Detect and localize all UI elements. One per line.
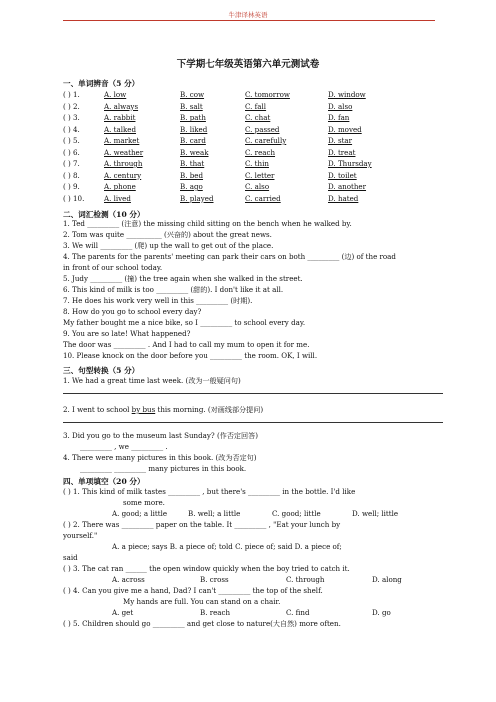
phonetics-number: ( ) 5. bbox=[63, 136, 80, 145]
phonetics-option: C. carefully bbox=[245, 136, 287, 145]
phonetics-option: A. market bbox=[104, 136, 140, 145]
mc-option: C. find bbox=[286, 608, 310, 617]
phonetics-option: C. passed bbox=[245, 124, 280, 134]
mc-option: D. along bbox=[372, 575, 402, 584]
transform-q4-answer: _________ _________ many pictures in this book. bbox=[80, 464, 247, 473]
answer-line bbox=[63, 422, 443, 423]
answer-line bbox=[63, 393, 443, 394]
mc-option: C. good; little bbox=[272, 509, 321, 518]
vocab-line: My father bought me a nice bike, so I _________ to school every day. bbox=[63, 318, 306, 327]
phonetics-option: B. cow bbox=[180, 90, 205, 99]
section-transform-heading: 三、句型转换（5 分） bbox=[63, 366, 140, 375]
phonetics-number: ( ) 9. bbox=[63, 182, 80, 191]
phonetics-number: ( ) 3. bbox=[63, 113, 80, 122]
transform-q2: 2. I went to school by bus this morning. (对画线部分提问) bbox=[63, 405, 264, 414]
transform-q4: 4. There were many pictures in this book. (改为否定句) bbox=[63, 453, 257, 462]
phonetics-option: C. also bbox=[245, 182, 270, 191]
phonetics-option: D. toilet bbox=[328, 170, 357, 180]
mc-question: ( ) 3. The cat ran ______ the open window quickly when the boy tried to catch it. bbox=[63, 564, 350, 573]
phonetics-option: C. tomorrow bbox=[245, 90, 290, 99]
vocab-line: The door was _________ . And I had to call my mum to open it for me. bbox=[63, 340, 310, 349]
phonetics-option: C. fall bbox=[245, 101, 267, 111]
phonetics-option: B. card bbox=[180, 136, 206, 145]
phonetics-option: A. weather bbox=[104, 147, 144, 157]
phonetics-option: C. chat bbox=[245, 113, 271, 122]
mc-option: A. good; a little bbox=[112, 509, 168, 518]
phonetics-option: B. that bbox=[180, 159, 205, 168]
vocab-line: 4. The parents for the parents' meeting can park their cars on both _________ (边) of the road bbox=[63, 252, 396, 261]
mc-question: ( ) 1. This kind of milk tastes _________ , but there's _________ in the bottle. I'd like bbox=[63, 487, 356, 496]
transform-q3-answer: _________ , we _________ . bbox=[80, 442, 168, 451]
vocab-line: 1. Ted _________ (注意) the missing child sitting on the bench when he walked by. bbox=[63, 219, 352, 228]
mc-option: A. across bbox=[112, 575, 145, 584]
header-divider bbox=[63, 20, 435, 21]
vocab-line: 8. How do you go to school every day? bbox=[63, 307, 202, 316]
transform-q3: 3. Did you go to the museum last Sunday? (作否定回答) bbox=[63, 431, 258, 440]
phonetics-number: ( ) 2. bbox=[63, 101, 80, 111]
mc-option: D. well; little bbox=[352, 509, 399, 518]
phonetics-option: C. thin bbox=[245, 159, 269, 168]
phonetics-number: ( ) 1. bbox=[63, 90, 80, 99]
mc-option: B. well; a little bbox=[188, 509, 241, 518]
phonetics-option: C. reach bbox=[245, 147, 276, 157]
phonetics-option: D. fan bbox=[328, 113, 350, 122]
phonetics-option: B. weak bbox=[180, 147, 209, 157]
vocab-line: 10. Please knock on the door before you _________ the room. OK, I will. bbox=[63, 351, 318, 360]
phonetics-option: C. carried bbox=[245, 193, 281, 203]
transform-q1: 1. We had a great time last week. (改为一般疑问句) bbox=[63, 376, 241, 385]
phonetics-option: B. liked bbox=[180, 124, 208, 134]
mc-option: C. through bbox=[286, 575, 325, 584]
vocab-line: 6. This kind of milk is too _________ (甜的). I don't like it at all. bbox=[63, 285, 284, 294]
mc-question-cont: My hands are full. You can stand on a chair. bbox=[123, 597, 281, 606]
vocab-line: 7. He does his work very well in this _________ (时期). bbox=[63, 296, 253, 305]
mc-options: A. a piece; says B. a piece of; told C. piece of; said D. a piece of; bbox=[112, 542, 342, 551]
phonetics-option: A. through bbox=[104, 159, 143, 168]
phonetics-option: B. bed bbox=[180, 170, 204, 180]
vocab-line: 3. We will _________ (爬) up the wall to get out of the place. bbox=[63, 241, 274, 250]
phonetics-option: D. another bbox=[328, 182, 367, 191]
phonetics-option: A. always bbox=[104, 101, 139, 111]
mc-option-cont: said bbox=[63, 553, 78, 562]
mc-option: D. go bbox=[372, 608, 391, 617]
section-vocab-heading: 二、词汇检测（10 分） bbox=[63, 210, 145, 219]
phonetics-number: ( ) 4. bbox=[63, 124, 80, 134]
phonetics-option: A. low bbox=[104, 90, 127, 99]
phonetics-option: A. lived bbox=[104, 193, 131, 203]
page-title: 下学期七年级英语第六单元测试卷 bbox=[176, 59, 320, 70]
phonetics-option: D. treat bbox=[328, 147, 356, 157]
phonetics-option: D. Thursday bbox=[328, 159, 372, 168]
phonetics-number: ( ) 7. bbox=[63, 159, 80, 168]
phonetics-option: A. rabbit bbox=[104, 113, 136, 122]
mc-question: ( ) 4. Can you give me a hand, Dad? I can't _________ the top of the shelf. bbox=[63, 586, 323, 595]
vocab-line: 2. Tom was quite __________ (兴奋的) about the great news. bbox=[63, 230, 272, 239]
phonetics-option: A. phone bbox=[104, 182, 136, 191]
phonetics-option: A. century bbox=[104, 170, 142, 180]
phonetics-option: D. hated bbox=[328, 193, 359, 203]
mc-option: B. cross bbox=[200, 575, 229, 584]
vocab-line: 5. Judy _________ (撞) the tree again when she walked in the street. bbox=[63, 274, 303, 283]
phonetics-option: D. moved bbox=[328, 124, 362, 134]
phonetics-option: D. also bbox=[328, 101, 353, 111]
mc-question-cont: some more. bbox=[123, 498, 165, 507]
section-mc-heading: 四、单项填空（20 分） bbox=[63, 477, 145, 486]
phonetics-number: ( ) 6. bbox=[63, 147, 80, 157]
vocab-line: in front of our school today. bbox=[63, 263, 163, 272]
phonetics-option: C. letter bbox=[245, 170, 275, 180]
phonetics-number: ( ) 10. bbox=[63, 193, 85, 203]
mc-question: ( ) 5. Children should go _________ and get close to nature(大自然) more often. bbox=[63, 619, 341, 628]
vocab-line: 9. You are so late! What happened? bbox=[63, 329, 191, 338]
phonetics-option: D. window bbox=[328, 90, 366, 99]
section-phonetics-heading: 一、单词辨音（5 分） bbox=[63, 79, 140, 88]
phonetics-number: ( ) 8. bbox=[63, 170, 80, 180]
header-brand: 牛津译林英语 bbox=[228, 11, 268, 19]
mc-option: A. get bbox=[112, 608, 134, 617]
mc-option: B. reach bbox=[200, 608, 231, 617]
phonetics-option: B. played bbox=[180, 193, 214, 203]
phonetics-option: B. salt bbox=[180, 101, 203, 111]
phonetics-option: B. path bbox=[180, 113, 206, 122]
mc-question-cont: yourself." bbox=[63, 531, 98, 540]
phonetics-option: D. star bbox=[328, 136, 353, 145]
phonetics-option: B. ago bbox=[180, 182, 203, 191]
phonetics-option: A. talked bbox=[104, 124, 137, 134]
mc-question: ( ) 2. There was _________ paper on the table. It _________ , "Eat your lunch by bbox=[63, 520, 341, 529]
